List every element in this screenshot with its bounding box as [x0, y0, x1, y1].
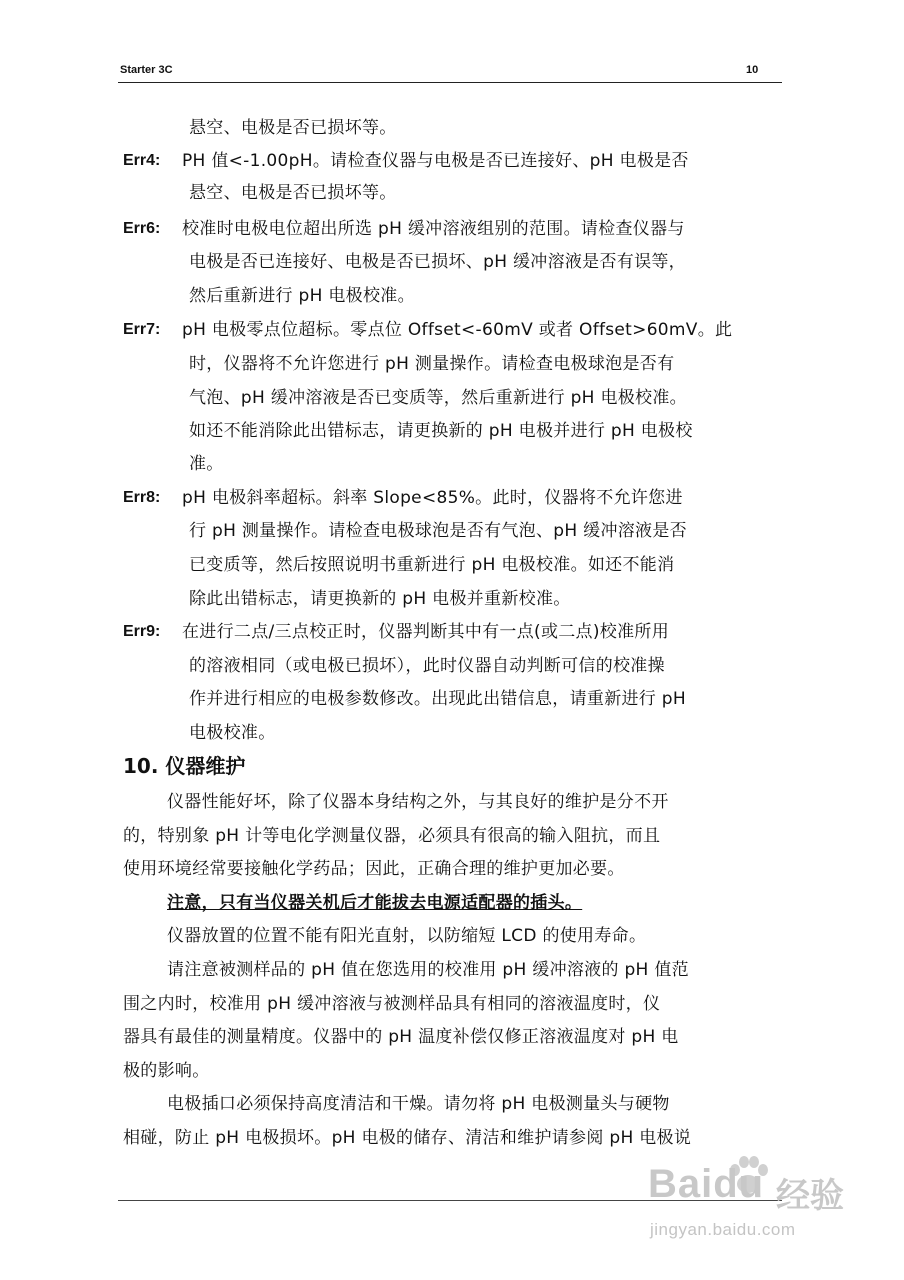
section-title: 10. 仪器维护 — [123, 754, 246, 778]
error-line: 如还不能消除此出错标志，请更换新的 pH 电极并进行 pH 电极校 — [189, 421, 693, 441]
error-line: 行 pH 测量操作。请检查电极球泡是否有气泡、pH 缓冲溶液是否 — [189, 521, 687, 541]
header-divider — [118, 82, 782, 83]
error-line: 作并进行相应的电极参数修改。出现此出错信息，请重新进行 pH — [189, 689, 686, 709]
paragraph-line: 仪器性能好坏，除了仪器本身结构之外，与其良好的维护是分不开 — [167, 792, 669, 812]
error-line: 然后重新进行 pH 电极校准。 — [189, 286, 415, 306]
error-line: 时，仪器将不允许您进行 pH 测量操作。请检查电极球泡是否有 — [189, 354, 675, 374]
paragraph-line: 器具有最佳的测量精度。仪器中的 pH 温度补偿仅修正溶液温度对 pH 电 — [123, 1027, 679, 1047]
paragraph-line: 仪器放置的位置不能有阳光直射，以防缩短 LCD 的使用寿命。 — [167, 926, 647, 946]
error-line: 校准时电极电位超出所选 pH 缓冲溶液组别的范围。请检查仪器与 — [182, 219, 685, 239]
paragraph-line: 围之内时，校准用 pH 缓冲溶液与被测样品具有相同的溶液温度时，仪 — [123, 994, 661, 1014]
error-line: 悬空、电极是否已损坏等。 — [189, 118, 397, 138]
paragraph-line: 使用环境经常要接触化学药品；因此，正确合理的维护更加必要。 — [123, 859, 625, 879]
error-line: 已变质等，然后按照说明书重新进行 pH 电极校准。如还不能消 — [189, 555, 675, 575]
error-line: 在进行二点/三点校正时，仪器判断其中有一点(或二点)校准所用 — [182, 622, 669, 642]
error-line: PH 值<-1.00pH。请检查仪器与电极是否已连接好、pH 电极是否 — [182, 151, 689, 171]
error-line: 的溶液相同（或电极已损坏），此时仪器自动判断可信的校准操 — [189, 656, 665, 676]
error-line: 电极是否已连接好、电极是否已损坏、pH 缓冲溶液是否有误等， — [189, 252, 686, 272]
error-line: pH 电极斜率超标。斜率 Slope<85%。此时，仪器将不允许您进 — [182, 488, 683, 508]
header-page-number: 10 — [746, 64, 759, 76]
error-line: 准。 — [189, 454, 224, 474]
error-line: 气泡、pH 缓冲溶液是否已变质等，然后重新进行 pH 电极校准。 — [189, 388, 687, 408]
error-line: 电极校准。 — [189, 723, 276, 743]
watermark-brand: 经验 — [776, 1176, 844, 1216]
error-code: Err4: — [123, 152, 161, 169]
error-code: Err8: — [123, 489, 161, 506]
error-line: pH 电极零点位超标。零点位 Offset<-60mV 或者 Offset>60mV。此 — [182, 320, 733, 340]
paragraph-line: 极的影响。 — [123, 1061, 210, 1081]
error-code: Err9: — [123, 623, 161, 640]
error-code: Err6: — [123, 220, 161, 237]
paragraph-line: 电极插口必须保持高度清洁和干燥。请勿将 pH 电极测量头与硬物 — [167, 1094, 670, 1114]
paragraph-line: 相碰，防止 pH 电极损坏。pH 电极的储存、清洁和维护请参阅 pH 电极说 — [123, 1128, 692, 1148]
warning-note: 注意，只有当仪器关机后才能拔去电源适配器的插头。 — [167, 893, 583, 913]
error-line: 悬空、电极是否已损坏等。 — [189, 183, 397, 203]
paragraph-line: 的，特别象 pH 计等电化学测量仪器，必须具有很高的输入阻抗，而且 — [123, 826, 661, 846]
baidu-watermark — [628, 1150, 868, 1260]
error-code: Err7: — [123, 321, 161, 338]
error-line: 除此出错标志，请更换新的 pH 电极并重新校准。 — [189, 589, 571, 609]
watermark-logo: Baidu — [648, 1162, 765, 1206]
watermark-url: jingyan.baidu.com — [650, 1220, 796, 1239]
header-title: Starter 3C — [120, 64, 173, 76]
paragraph-line: 请注意被测样品的 pH 值在您选用的校准用 pH 缓冲溶液的 pH 值范 — [167, 960, 689, 980]
